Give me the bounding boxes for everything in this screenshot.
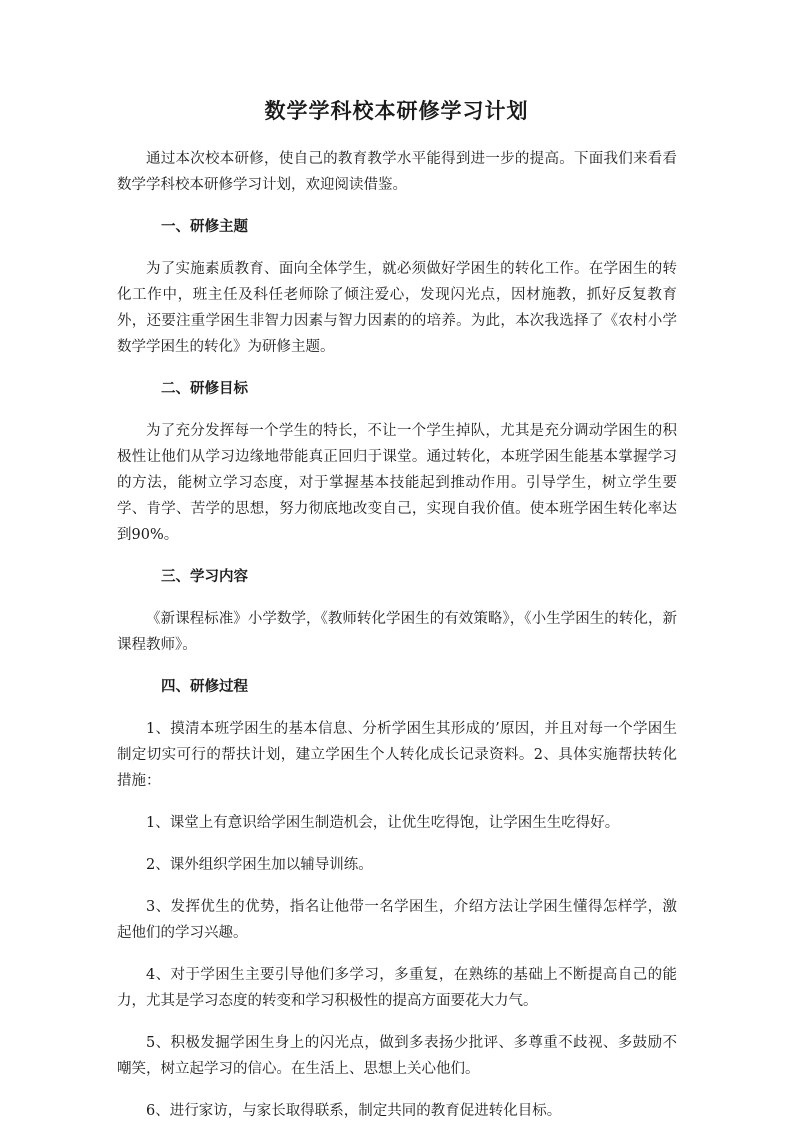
list-item: 4、对于学困生主要引导他们多学习，多重复，在熟练的基础上不断提高自己的能力，尤其是学习态度的转变和学习积极性的提高方面要花大力气。 — [117, 967, 677, 1009]
list-item: 3、发挥优生的优势，指名让他带一名学困生，介绍方法让学困生懂得怎样学，激起他们的学习兴趣。 — [117, 899, 677, 941]
list-item: 5、积极发掘学困生身上的闪光点，做到多表扬少批评、多尊重不歧视、多鼓励不嘲笑，树立起学习的信心。在生活上、思想上关心他们。 — [117, 1035, 677, 1077]
section-research-process — [117, 674, 677, 1124]
section-heading: 四、研修过程 — [161, 678, 248, 695]
document-body — [117, 146, 677, 1140]
section-paragraph: 为了充分发挥每一个学生的特长，不让一个学生掉队，尤其是充分调动学困生的积极性让他们从学习边缘地带能真正回归于课堂。通过转化，本班学困生能基本掌握学习的方法，能树立学习态度，对于掌握基本技能起到推动作用。引导学生，树立学生要学、肯学、苦学的思想，努力彻底地改变自己，实现自我价值。使本班学困生转化率达到90%。 — [117, 423, 677, 543]
section-research-theme — [117, 214, 677, 360]
list-item: 1、课堂上有意识给学困生制造机会，让优生吃得饱，让学困生生吃得好。 — [146, 815, 620, 831]
section-heading: 三、学习内容 — [161, 568, 248, 585]
section-research-goals — [117, 376, 677, 548]
list-item: 2、课外组织学困生加以辅导训练。 — [146, 857, 373, 873]
section-learning-content — [117, 564, 677, 658]
section-paragraph: 《新课程标准》小学数学，《教师转化学困生的有效策略》，《小生学困生的转化，新课程教师》。 — [117, 611, 677, 653]
section-heading: 二、研修目标 — [161, 380, 248, 397]
section-paragraph: 为了实施素质教育、面向全体学生，就必须做好学困生的转化工作。在学困生的转化工作中，班主任及科任老师除了倾注爱心，发现闪光点，因材施教，抓好反复教育外，还要注重学困生非智力因素与智力因素的的培养。为此，本次我选择了《农村小学数学学困生的转化》为研修主题。 — [117, 261, 677, 355]
document-title: 数学学科校本研修学习计划 — [264, 98, 529, 123]
intro-paragraph: 通过本次校本研修，使自己的教育教学水平能得到进一步的提高。下面我们来看看数学学科校本研修学习计划，欢迎阅读借鉴。 — [117, 151, 677, 193]
section-paragraph: 1、摸清本班学困生的基本信息、分析学困生其形成的’原因，并且对每一个学困生制定切实可行的帮扶计划，建立学困生个人转化成长记录资料。2、具体实施帮扶转化措施： — [117, 721, 677, 789]
section-heading: 一、研修主题 — [161, 218, 248, 235]
list-item: 6、进行家访，与家长取得联系，制定共同的教育促进转化目标。 — [146, 1103, 562, 1119]
